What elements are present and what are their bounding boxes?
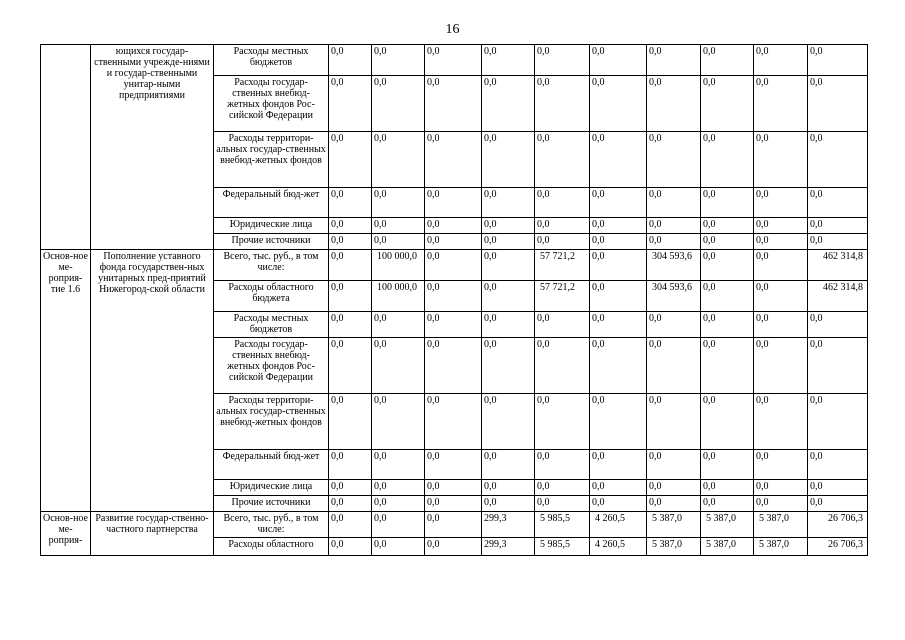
amount-cell: 0,0 bbox=[535, 394, 590, 450]
amount-cell: 0,0 bbox=[482, 338, 535, 394]
amount-cell: 0,0 bbox=[329, 218, 372, 234]
amount-cell: 26 706,3 bbox=[808, 512, 868, 538]
funding-source: Федеральный бюд-жет bbox=[214, 450, 329, 480]
amount-cell: 0,0 bbox=[808, 188, 868, 218]
amount-cell: 0,0 bbox=[808, 132, 868, 188]
page-number: 16 bbox=[445, 22, 460, 37]
amount-cell: 462 314,8 bbox=[808, 250, 868, 281]
amount-cell: 5 387,0 bbox=[647, 538, 701, 556]
amount-cell: 0,0 bbox=[425, 480, 482, 496]
amount-cell: 0,0 bbox=[329, 394, 372, 450]
amount-cell: 0,0 bbox=[425, 132, 482, 188]
amount-cell: 0,0 bbox=[329, 512, 372, 538]
amount-cell: 0,0 bbox=[808, 312, 868, 338]
amount-cell: 5 387,0 bbox=[754, 512, 808, 538]
measure-label bbox=[41, 45, 91, 250]
amount-cell: 0,0 bbox=[808, 76, 868, 132]
amount-cell: 0,0 bbox=[425, 450, 482, 480]
amount-cell: 0,0 bbox=[425, 538, 482, 556]
amount-cell: 0,0 bbox=[701, 188, 754, 218]
amount-cell: 0,0 bbox=[535, 132, 590, 188]
amount-cell: 0,0 bbox=[590, 496, 647, 512]
amount-cell: 0,0 bbox=[535, 76, 590, 132]
amount-cell: 0,0 bbox=[329, 312, 372, 338]
amount-cell: 0,0 bbox=[808, 480, 868, 496]
amount-cell: 5 387,0 bbox=[701, 538, 754, 556]
amount-cell: 5 985,5 bbox=[535, 538, 590, 556]
amount-cell: 0,0 bbox=[808, 450, 868, 480]
amount-cell: 462 314,8 bbox=[808, 281, 868, 312]
amount-cell: 57 721,2 bbox=[535, 281, 590, 312]
measure-label: Основ-ное ме-роприя-тие 1.6 bbox=[41, 250, 91, 512]
funding-source: Прочие источники bbox=[214, 496, 329, 512]
amount-cell: 0,0 bbox=[425, 312, 482, 338]
amount-cell: 0,0 bbox=[754, 218, 808, 234]
amount-cell: 0,0 bbox=[808, 234, 868, 250]
amount-cell: 0,0 bbox=[329, 338, 372, 394]
funding-source: Федеральный бюд-жет bbox=[214, 188, 329, 218]
amount-cell: 5 985,5 bbox=[535, 512, 590, 538]
amount-cell: 0,0 bbox=[701, 312, 754, 338]
amount-cell: 304 593,6 bbox=[647, 281, 701, 312]
amount-cell: 100 000,0 bbox=[372, 281, 425, 312]
amount-cell: 0,0 bbox=[590, 394, 647, 450]
amount-cell: 0,0 bbox=[329, 250, 372, 281]
amount-cell: 0,0 bbox=[535, 218, 590, 234]
amount-cell: 0,0 bbox=[590, 234, 647, 250]
amount-cell: 0,0 bbox=[647, 218, 701, 234]
amount-cell: 0,0 bbox=[482, 76, 535, 132]
amount-cell: 0,0 bbox=[754, 312, 808, 338]
amount-cell: 0,0 bbox=[372, 312, 425, 338]
amount-cell: 0,0 bbox=[754, 281, 808, 312]
amount-cell: 0,0 bbox=[372, 234, 425, 250]
amount-cell: 0,0 bbox=[590, 45, 647, 76]
measure-name: Пополнение уставного фонда государствен-ных унитарных пред-приятий Нижегород-ской области bbox=[91, 250, 214, 512]
amount-cell: 0,0 bbox=[329, 188, 372, 218]
amount-cell: 0,0 bbox=[647, 76, 701, 132]
amount-cell: 0,0 bbox=[482, 480, 535, 496]
amount-cell: 0,0 bbox=[701, 338, 754, 394]
amount-cell: 0,0 bbox=[647, 312, 701, 338]
funding-source: Расходы территори-альных государ-ственных внебюд-жетных фондов bbox=[214, 394, 329, 450]
amount-cell: 0,0 bbox=[425, 281, 482, 312]
funding-source: Юридические лица bbox=[214, 480, 329, 496]
amount-cell: 0,0 bbox=[754, 250, 808, 281]
amount-cell: 0,0 bbox=[754, 394, 808, 450]
table-row bbox=[41, 250, 868, 281]
amount-cell: 0,0 bbox=[647, 132, 701, 188]
amount-cell: 299,3 bbox=[482, 512, 535, 538]
amount-cell: 4 260,5 bbox=[590, 512, 647, 538]
amount-cell: 0,0 bbox=[482, 450, 535, 480]
funding-source: Расходы областного bbox=[214, 538, 329, 556]
amount-cell: 0,0 bbox=[701, 394, 754, 450]
amount-cell: 0,0 bbox=[372, 450, 425, 480]
amount-cell: 0,0 bbox=[808, 218, 868, 234]
amount-cell: 0,0 bbox=[329, 76, 372, 132]
amount-cell: 0,0 bbox=[482, 281, 535, 312]
amount-cell: 0,0 bbox=[535, 496, 590, 512]
amount-cell: 0,0 bbox=[701, 45, 754, 76]
amount-cell: 0,0 bbox=[754, 496, 808, 512]
funding-source: Расходы местных бюджетов bbox=[214, 312, 329, 338]
amount-cell: 0,0 bbox=[535, 480, 590, 496]
amount-cell: 0,0 bbox=[482, 132, 535, 188]
amount-cell: 0,0 bbox=[754, 132, 808, 188]
amount-cell: 0,0 bbox=[372, 218, 425, 234]
amount-cell: 0,0 bbox=[701, 281, 754, 312]
amount-cell: 0,0 bbox=[329, 132, 372, 188]
amount-cell: 0,0 bbox=[372, 496, 425, 512]
funding-source: Расходы государ-ственных внебюд-жетных фондов Рос-сийской Федерации bbox=[214, 76, 329, 132]
amount-cell: 0,0 bbox=[482, 394, 535, 450]
amount-cell: 0,0 bbox=[425, 512, 482, 538]
amount-cell: 0,0 bbox=[372, 188, 425, 218]
amount-cell: 0,0 bbox=[647, 394, 701, 450]
amount-cell: 0,0 bbox=[482, 45, 535, 76]
amount-cell: 0,0 bbox=[754, 338, 808, 394]
amount-cell: 0,0 bbox=[647, 496, 701, 512]
amount-cell: 0,0 bbox=[647, 450, 701, 480]
amount-cell: 0,0 bbox=[482, 312, 535, 338]
amount-cell: 0,0 bbox=[372, 512, 425, 538]
amount-cell: 0,0 bbox=[329, 450, 372, 480]
amount-cell: 0,0 bbox=[808, 338, 868, 394]
amount-cell: 0,0 bbox=[808, 45, 868, 76]
amount-cell: 0,0 bbox=[754, 450, 808, 480]
funding-source: Расходы местных бюджетов bbox=[214, 45, 329, 76]
amount-cell: 0,0 bbox=[647, 338, 701, 394]
amount-cell: 0,0 bbox=[372, 538, 425, 556]
amount-cell: 0,0 bbox=[372, 338, 425, 394]
amount-cell: 0,0 bbox=[701, 450, 754, 480]
funding-source: Прочие источники bbox=[214, 234, 329, 250]
amount-cell: 0,0 bbox=[590, 250, 647, 281]
amount-cell: 0,0 bbox=[425, 188, 482, 218]
budget-table bbox=[40, 44, 868, 556]
amount-cell: 0,0 bbox=[425, 218, 482, 234]
amount-cell: 0,0 bbox=[372, 480, 425, 496]
amount-cell: 0,0 bbox=[372, 394, 425, 450]
amount-cell: 299,3 bbox=[482, 538, 535, 556]
amount-cell: 0,0 bbox=[701, 480, 754, 496]
amount-cell: 0,0 bbox=[647, 234, 701, 250]
amount-cell: 0,0 bbox=[701, 250, 754, 281]
amount-cell: 0,0 bbox=[425, 76, 482, 132]
amount-cell: 0,0 bbox=[808, 496, 868, 512]
amount-cell: 0,0 bbox=[329, 45, 372, 76]
amount-cell: 0,0 bbox=[808, 394, 868, 450]
amount-cell: 0,0 bbox=[372, 76, 425, 132]
table-row bbox=[41, 45, 868, 76]
amount-cell: 0,0 bbox=[590, 312, 647, 338]
amount-cell: 4 260,5 bbox=[590, 538, 647, 556]
amount-cell: 57 721,2 bbox=[535, 250, 590, 281]
amount-cell: 0,0 bbox=[701, 234, 754, 250]
amount-cell: 0,0 bbox=[329, 480, 372, 496]
funding-source: Расходы областного бюджета bbox=[214, 281, 329, 312]
amount-cell: 0,0 bbox=[425, 45, 482, 76]
funding-source: Всего, тыс. руб., в том числе: bbox=[214, 250, 329, 281]
amount-cell: 0,0 bbox=[701, 218, 754, 234]
amount-cell: 100 000,0 bbox=[372, 250, 425, 281]
table-row bbox=[41, 512, 868, 538]
amount-cell: 0,0 bbox=[754, 76, 808, 132]
amount-cell: 0,0 bbox=[754, 45, 808, 76]
amount-cell: 304 593,6 bbox=[647, 250, 701, 281]
amount-cell: 0,0 bbox=[482, 234, 535, 250]
amount-cell: 0,0 bbox=[425, 234, 482, 250]
amount-cell: 0,0 bbox=[372, 132, 425, 188]
amount-cell: 0,0 bbox=[590, 450, 647, 480]
funding-source: Юридические лица bbox=[214, 218, 329, 234]
amount-cell: 26 706,3 bbox=[808, 538, 868, 556]
amount-cell: 0,0 bbox=[425, 250, 482, 281]
amount-cell: 0,0 bbox=[535, 188, 590, 218]
amount-cell: 0,0 bbox=[372, 45, 425, 76]
amount-cell: 0,0 bbox=[590, 480, 647, 496]
amount-cell: 0,0 bbox=[329, 234, 372, 250]
amount-cell: 5 387,0 bbox=[647, 512, 701, 538]
amount-cell: 0,0 bbox=[754, 188, 808, 218]
amount-cell: 0,0 bbox=[535, 338, 590, 394]
amount-cell: 0,0 bbox=[590, 338, 647, 394]
amount-cell: 0,0 bbox=[590, 218, 647, 234]
amount-cell: 0,0 bbox=[329, 538, 372, 556]
funding-source: Расходы государ-ственных внебюд-жетных фондов Рос-сийской Федерации bbox=[214, 338, 329, 394]
funding-source: Всего, тыс. руб., в том числе: bbox=[214, 512, 329, 538]
amount-cell: 0,0 bbox=[701, 496, 754, 512]
amount-cell: 0,0 bbox=[329, 496, 372, 512]
amount-cell: 0,0 bbox=[647, 480, 701, 496]
amount-cell: 0,0 bbox=[535, 312, 590, 338]
amount-cell: 0,0 bbox=[647, 45, 701, 76]
amount-cell: 0,0 bbox=[754, 234, 808, 250]
amount-cell: 0,0 bbox=[425, 394, 482, 450]
measure-name: Развитие государ-ственно-частного партнерства bbox=[91, 512, 214, 556]
amount-cell: 0,0 bbox=[482, 496, 535, 512]
amount-cell: 5 387,0 bbox=[701, 512, 754, 538]
amount-cell: 0,0 bbox=[482, 250, 535, 281]
amount-cell: 0,0 bbox=[590, 281, 647, 312]
amount-cell: 0,0 bbox=[535, 45, 590, 76]
amount-cell: 0,0 bbox=[647, 188, 701, 218]
amount-cell: 0,0 bbox=[701, 132, 754, 188]
amount-cell: 0,0 bbox=[425, 338, 482, 394]
amount-cell: 0,0 bbox=[425, 496, 482, 512]
amount-cell: 0,0 bbox=[535, 450, 590, 480]
funding-source: Расходы территори-альных государ-ственных внебюд-жетных фондов bbox=[214, 132, 329, 188]
measure-name: ющихся государ-ственными учрежде-ниями и государ-ственными унитар-ными предприятиями bbox=[91, 45, 214, 250]
amount-cell: 0,0 bbox=[482, 188, 535, 218]
amount-cell: 0,0 bbox=[482, 218, 535, 234]
measure-label: Основ-ное ме-роприя- bbox=[41, 512, 91, 556]
amount-cell: 0,0 bbox=[701, 76, 754, 132]
amount-cell: 0,0 bbox=[754, 480, 808, 496]
amount-cell: 0,0 bbox=[329, 281, 372, 312]
amount-cell: 0,0 bbox=[590, 132, 647, 188]
amount-cell: 0,0 bbox=[590, 188, 647, 218]
amount-cell: 0,0 bbox=[590, 76, 647, 132]
amount-cell: 0,0 bbox=[535, 234, 590, 250]
amount-cell: 5 387,0 bbox=[754, 538, 808, 556]
